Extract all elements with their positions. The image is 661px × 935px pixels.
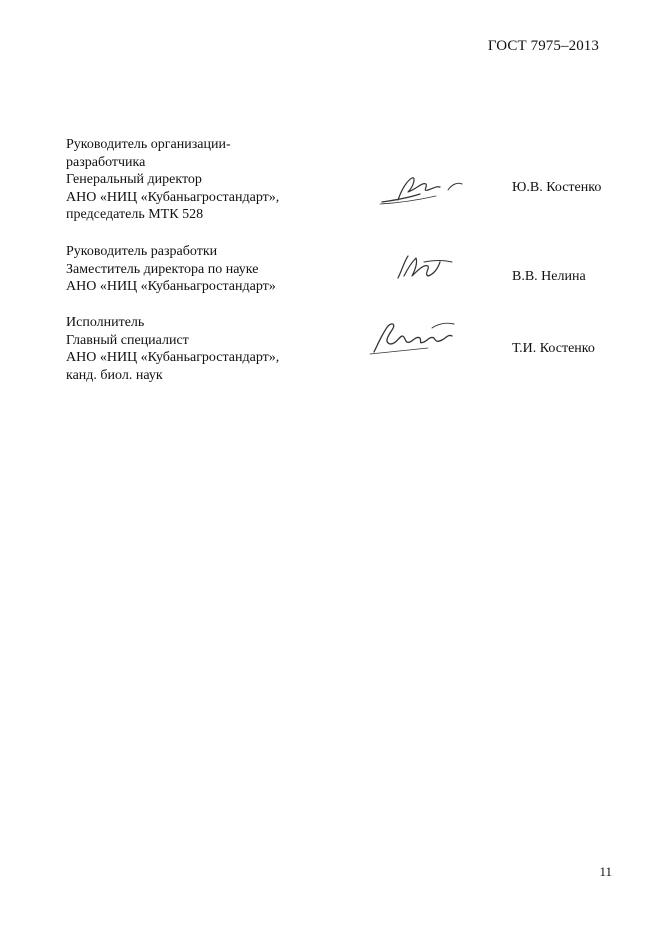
page-number: 11 [599,864,612,879]
position-line: разработчика [66,154,146,170]
position-line: АНО «НИЦ «Кубаньагростандарт», [66,350,280,365]
position-line: Главный специалист [66,332,189,348]
position-line: председатель МТК 528 [66,207,204,222]
signatory-name-2: В.В. Нелина [512,269,586,284]
position-line: Генеральный директор [66,172,202,187]
position-line: канд. биол. наук [66,367,163,383]
signature-kostenko-yv [378,170,468,210]
signatory-block-3 [66,314,366,384]
signatory-block-2 [66,243,366,296]
position-line: АНО «НИЦ «Кубаньагростандарт», [66,189,280,205]
signatory-name-1: Ю.В. Костенко [512,180,602,195]
position-line: Руководитель организации- [66,137,231,152]
signatory-block-1 [66,136,366,224]
position-line: Исполнитель [66,315,145,330]
document-standard-header: ГОСТ 7975–2013 [487,38,599,54]
position-line: Руководитель разработки [66,244,218,259]
position-line: АНО «НИЦ «Кубаньагростандарт» [66,279,276,294]
signature-kostenko-ti [368,314,464,358]
signatory-name-3: Т.И. Костенко [512,341,595,356]
signature-nelina [394,250,458,284]
position-line: Заместитель директора по науке [66,261,259,277]
